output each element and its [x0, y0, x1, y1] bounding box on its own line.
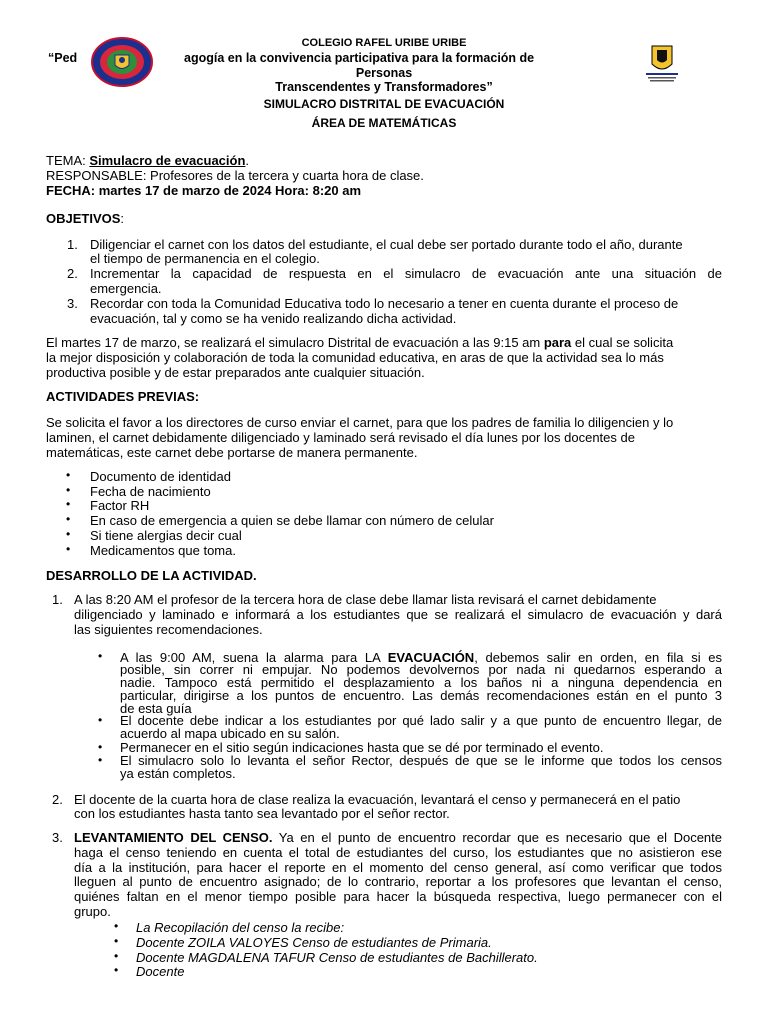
intro-text-end: el cual se solicita — [571, 335, 674, 350]
bullet-icon: • — [114, 963, 119, 977]
bullet-icon: • — [98, 713, 103, 727]
previas-title: ACTIVIDADES PREVIAS: — [46, 389, 200, 404]
bullet-icon: • — [98, 753, 103, 767]
tema-value: Simulacro de evacuación — [89, 153, 246, 168]
desarrollo-1-line1: A las 8:20 AM el profesor de la tercera hora de clase debe llamar lista revisará el carnet debidamente — [74, 592, 657, 607]
sub-bullet-1-line2: posible, sin correr ni empujar. No podemos devolvernos por nada ni quedarnos esperando a — [120, 662, 722, 677]
bullet-icon: • — [98, 740, 103, 754]
intro-bold-para: para — [543, 335, 572, 350]
sub-bullet-text: A las 9:00 AM, suena la alarma para LA — [120, 650, 388, 665]
list-item: Documento de identidad — [90, 469, 231, 484]
desarrollo-number: 1. — [52, 592, 63, 607]
bullet-icon: • — [66, 497, 71, 511]
objetivos-title: OBJETIVOS — [46, 211, 121, 226]
bullet-icon: • — [98, 649, 103, 663]
tema-end: . — [245, 153, 250, 168]
list-item: En caso de emergencia a quien se debe llamar con número de celular — [90, 513, 494, 528]
objetivo-number: 1. — [67, 237, 78, 252]
desarrollo-3-line1 — [74, 830, 722, 845]
motto-open: “Ped — [48, 51, 78, 65]
objetivos-heading — [46, 211, 722, 226]
list-item: Fecha de nacimiento — [90, 484, 211, 499]
bullet-icon: • — [66, 468, 71, 482]
previas-line1: Se solicita el favor a los directores de curso enviar el carnet, para que los padres de familia lo diligencien y lo — [46, 415, 674, 430]
sub-bullet-2-line2: acuerdo al mapa ubicado en su salón. — [120, 726, 340, 741]
bogota-coat-of-arms-logo — [640, 44, 684, 86]
motto-line2: Personas — [355, 66, 413, 80]
objetivo-3-line1: Recordar con toda la Comunidad Educativa todo lo necesario a tener en cuenta durante el proceso de — [90, 296, 679, 311]
objetivo-2-line1: Incrementar la capacidad de respuesta en el simulacro de evacuación ante una situación de — [90, 266, 722, 281]
sub-bullet-1-line5: de esta guía — [120, 701, 192, 716]
list-item: La Recopilación del censo la recibe: — [136, 920, 345, 935]
censo-text: Ya en el punto de encuentro recordar que es necesario que el Docente — [272, 830, 723, 845]
objetivo-number: 3. — [67, 296, 78, 311]
list-item: Factor RH — [90, 498, 150, 513]
objetivo-1-line1: Diligenciar el carnet con los datos del estudiante, el cual debe ser portado durante todo el año, durante — [90, 237, 683, 252]
bullet-icon: • — [114, 949, 119, 963]
area-title: ÁREA DE MATEMÁTICAS — [311, 116, 457, 130]
bullet-icon: • — [66, 527, 71, 541]
desarrollo-3-line5: quiénes faltan en el menor tiempo posible para hacer la búsqueda respectiva, luego permanecer con el — [74, 889, 722, 904]
intro-line1 — [46, 335, 722, 350]
sub-bullet-2-line1: El docente debe indicar a los estudiantes por qué lado salir y a que punto de encuentro llegar, de — [120, 713, 722, 728]
list-item: Docente ZOILA VALOYES Censo de estudiantes de Primaria. — [136, 935, 492, 950]
responsable-line: RESPONSABLE: Profesores de la tercera y cuarta hora de clase. — [46, 168, 424, 183]
intro-text: El martes 17 de marzo, se realizará el simulacro Distrital de evacuación a las 9:15 am — [46, 335, 544, 350]
bullet-icon: • — [66, 483, 71, 497]
sub-bullet-4-line2: ya están completos. — [120, 766, 236, 781]
tema-label: TEMA: — [46, 153, 90, 168]
desarrollo-number: 2. — [52, 792, 63, 807]
objetivo-3-line2: evacuación, tal y como se ha venido realizando dicha actividad. — [90, 311, 457, 326]
desarrollo-2-line2: con los estudiantes hasta tanto sea levantado por el señor rector. — [74, 806, 450, 821]
desarrollo-1-line2: diligenciado y laminado e informará a los estudiantes que se realizará el simulacro de evacuación y dará — [74, 607, 722, 622]
objetivo-number: 2. — [67, 266, 78, 281]
desarrollo-3-line2: haga el censo teniendo en cuenta el total de estudiantes del curso, los estudiantes que no asistieron ese — [74, 845, 722, 860]
sub-bullet-1-line3: nadie. Tampoco está permitido el desplazamiento a los baños ni a ninguna dependencia en — [120, 675, 722, 690]
sub-bullet-3: Permanecer en el sitio según indicaciones hasta que se dé por terminado el evento. — [120, 740, 604, 755]
tema-line — [46, 153, 722, 168]
desarrollo-1-line3: las siguientes recomendaciones. — [74, 622, 263, 637]
list-item: Medicamentos que toma. — [90, 543, 236, 558]
desarrollo-2-line1: El docente de la cuarta hora de clase realiza la evacuación, levantará el censo y permanecerá en el patio — [74, 792, 681, 807]
bullet-icon: • — [66, 542, 71, 556]
previas-line2: laminen, el carnet debidamente diligenciado y laminado será revisado el día lunes por los docentes de — [46, 430, 635, 445]
desarrollo-3-line3: día a la institución, para hacer el reporte en el momento del censo general, así como verificar que todos — [74, 860, 722, 875]
sub-bullet-1-line4: particular, dirigirse a los puntos de encuentro. Las demás recomendaciones están en el punto 3 — [120, 688, 722, 703]
censo-title: LEVANTAMIENTO DEL CENSO. — [74, 830, 273, 845]
desarrollo-3-line6: grupo. — [74, 904, 111, 919]
objetivo-1-line2: el tiempo de permanencia en el colegio. — [90, 251, 320, 266]
evacuacion-bold: EVACUACIÓN — [387, 650, 475, 665]
fecha-line: FECHA: martes 17 de marzo de 2024 Hora: 8:20 am — [46, 183, 362, 198]
school-name: COLEGIO RAFEL URIBE URIBE — [301, 37, 467, 49]
bullet-icon: • — [114, 919, 119, 933]
simulacro-title: SIMULACRO DISTRITAL DE EVACUACIÓN — [263, 97, 505, 111]
previas-line3: matemáticas, este carnet debe portarse de manera permanente. — [46, 445, 418, 460]
objetivo-2-line2: emergencia. — [90, 281, 162, 296]
desarrollo-number: 3. — [52, 830, 63, 845]
list-item: Docente MAGDALENA TAFUR Censo de estudiantes de Bachillerato. — [136, 950, 538, 965]
desarrollo-title: DESARROLLO DE LA ACTIVIDAD. — [46, 568, 257, 583]
intro-line3: productiva posible y de estar preparados ante cualquier situación. — [46, 365, 425, 380]
desarrollo-3-line4: lleguen al punto de encuentro asignado; de lo contrario, reportar a los profesores que levantan el censo, — [74, 874, 722, 889]
objetivos-colon: : — [120, 211, 125, 226]
bullet-icon: • — [66, 512, 71, 526]
sub-bullet-4-line1: El simulacro solo lo levanta el señor Rector, después de que se le informe que todos los censos — [120, 753, 722, 768]
motto-line1: agogía en la convivencia participativa para la formación de — [184, 51, 535, 65]
list-item: Si tiene alergias decir cual — [90, 528, 242, 543]
intro-line2: la mejor disposición y colaboración de toda la comunidad educativa, en aras de que la actividad sea lo más — [46, 350, 664, 365]
list-item: Docente — [136, 964, 185, 979]
motto-line3: Transcendentes y Transformadores” — [275, 80, 493, 94]
sub-bullet-text-end: , debemos salir en orden, en fila si es — [474, 650, 722, 665]
bullet-icon: • — [114, 934, 119, 948]
